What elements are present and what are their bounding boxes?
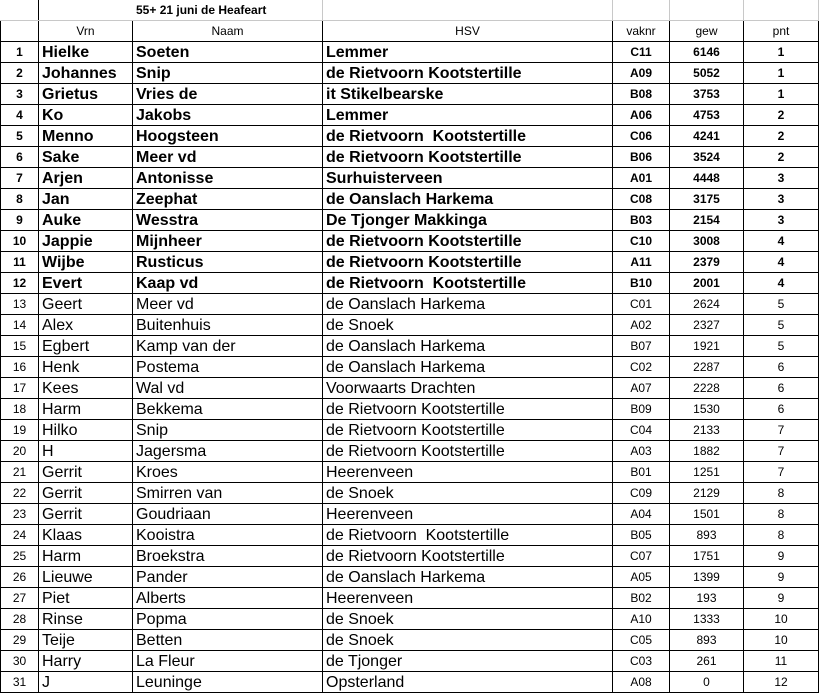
title-empty-cell [613,0,670,21]
vaknr-cell: C08 [613,189,670,210]
last-name-cell: Postema [133,357,323,378]
points-cell: 10 [744,609,819,630]
first-name-cell: Jappie [39,231,133,252]
weight-cell: 1751 [670,546,744,567]
points-cell: 8 [744,483,819,504]
points-cell: 3 [744,168,819,189]
first-name-cell: Sake [39,147,133,168]
points-cell: 1 [744,63,819,84]
vaknr-cell: C05 [613,630,670,651]
last-name-cell: Hoogsteen [133,126,323,147]
row-number: 22 [1,483,39,504]
header-pnt: pnt [744,21,819,42]
points-cell: 8 [744,504,819,525]
sheet-title: 55+ 21 juni de Heafeart [39,0,323,21]
last-name-cell: Kooistra [133,525,323,546]
table-row [1,315,819,336]
last-name-cell: La Fleur [133,651,323,672]
last-name-cell: Soeten [133,42,323,63]
last-name-cell: Goudriaan [133,504,323,525]
last-name-cell: Jakobs [133,105,323,126]
vaknr-cell: A05 [613,567,670,588]
table-row [1,399,819,420]
first-name-cell: Hilko [39,420,133,441]
club-cell: Heerenveen [323,588,613,609]
last-name-cell: Leuninge [133,672,323,693]
last-name-cell: Zeephat [133,189,323,210]
row-number: 27 [1,588,39,609]
weight-cell: 5052 [670,63,744,84]
last-name-cell: Bekkema [133,399,323,420]
row-number: 5 [1,126,39,147]
first-name-cell: Egbert [39,336,133,357]
table-row [1,420,819,441]
weight-cell: 6146 [670,42,744,63]
points-cell: 6 [744,357,819,378]
row-number: 12 [1,273,39,294]
vaknr-cell: B01 [613,462,670,483]
points-cell: 5 [744,294,819,315]
row-number: 21 [1,462,39,483]
table-row [1,105,819,126]
row-number: 26 [1,567,39,588]
first-name-cell: Wijbe [39,252,133,273]
last-name-cell: Mijnheer [133,231,323,252]
weight-cell: 2287 [670,357,744,378]
header-row [1,21,819,42]
weight-cell: 893 [670,525,744,546]
weight-cell: 2001 [670,273,744,294]
vaknr-cell: A08 [613,672,670,693]
vaknr-cell: A03 [613,441,670,462]
club-cell: Lemmer [323,42,613,63]
last-name-cell: Popma [133,609,323,630]
row-number: 14 [1,315,39,336]
table-row [1,504,819,525]
row-number: 17 [1,378,39,399]
vaknr-cell: B03 [613,210,670,231]
row-number: 18 [1,399,39,420]
vaknr-cell: B08 [613,84,670,105]
row-number: 29 [1,630,39,651]
vaknr-cell: C04 [613,420,670,441]
vaknr-cell: A02 [613,315,670,336]
table-row [1,231,819,252]
header-index-cell [1,21,39,42]
weight-cell: 261 [670,651,744,672]
row-number: 10 [1,231,39,252]
club-cell: de Oanslach Harkema [323,189,613,210]
table-row [1,126,819,147]
weight-cell: 2327 [670,315,744,336]
club-cell: de Rietvoorn Kootstertille [323,420,613,441]
title-empty-cell [323,0,613,21]
last-name-cell: Smirren van [133,483,323,504]
last-name-cell: Betten [133,630,323,651]
header-gew: gew [670,21,744,42]
points-cell: 4 [744,273,819,294]
table-row [1,651,819,672]
club-cell: de Oanslach Harkema [323,336,613,357]
club-cell: de Rietvoorn Kootstertille [323,273,613,294]
first-name-cell: Ko [39,105,133,126]
title-spacer-cell [1,0,39,21]
weight-cell: 2228 [670,378,744,399]
row-number: 13 [1,294,39,315]
vaknr-cell: A01 [613,168,670,189]
club-cell: Heerenveen [323,504,613,525]
table-row [1,630,819,651]
last-name-cell: Rusticus [133,252,323,273]
club-cell: de Rietvoorn Kootstertille [323,126,613,147]
table-row [1,567,819,588]
points-cell: 2 [744,147,819,168]
row-number: 1 [1,42,39,63]
last-name-cell: Antonisse [133,168,323,189]
club-cell: de Rietvoorn Kootstertille [323,147,613,168]
row-number: 7 [1,168,39,189]
last-name-cell: Meer vd [133,147,323,168]
table-row [1,546,819,567]
table-row [1,525,819,546]
vaknr-cell: A11 [613,252,670,273]
table-row [1,168,819,189]
weight-cell: 4753 [670,105,744,126]
last-name-cell: Wal vd [133,378,323,399]
table-row [1,441,819,462]
first-name-cell: Arjen [39,168,133,189]
points-cell: 5 [744,315,819,336]
club-cell: de Rietvoorn Kootstertille [323,441,613,462]
first-name-cell: Auke [39,210,133,231]
last-name-cell: Kaap vd [133,273,323,294]
points-cell: 12 [744,672,819,693]
vaknr-cell: B06 [613,147,670,168]
club-cell: Opsterland [323,672,613,693]
weight-cell: 2379 [670,252,744,273]
first-name-cell: Harm [39,546,133,567]
header-naam: Naam [133,21,323,42]
club-cell: Voorwaarts Drachten [323,378,613,399]
points-cell: 1 [744,42,819,63]
row-number: 6 [1,147,39,168]
table-row [1,483,819,504]
table-row [1,63,819,84]
club-cell: de Rietvoorn Kootstertille [323,546,613,567]
vaknr-cell: B05 [613,525,670,546]
last-name-cell: Jagersma [133,441,323,462]
row-number: 23 [1,504,39,525]
first-name-cell: Kees [39,378,133,399]
table-row [1,462,819,483]
first-name-cell: Piet [39,588,133,609]
weight-cell: 2154 [670,210,744,231]
table-row [1,189,819,210]
table-row [1,147,819,168]
first-name-cell: Gerrit [39,504,133,525]
vaknr-cell: C11 [613,42,670,63]
first-name-cell: Grietus [39,84,133,105]
table-row [1,252,819,273]
club-cell: it Stikelbearske [323,84,613,105]
weight-cell: 4241 [670,126,744,147]
first-name-cell: Gerrit [39,483,133,504]
title-row [1,0,819,21]
points-cell: 1 [744,84,819,105]
weight-cell: 2133 [670,420,744,441]
last-name-cell: Snip [133,420,323,441]
vaknr-cell: C09 [613,483,670,504]
club-cell: de Snoek [323,630,613,651]
table-row [1,42,819,63]
title-empty-cell [670,0,744,21]
title-empty-cell [744,0,819,21]
first-name-cell: Johannes [39,63,133,84]
last-name-cell: Vries de [133,84,323,105]
row-number: 31 [1,672,39,693]
points-cell: 3 [744,210,819,231]
vaknr-cell: B09 [613,399,670,420]
weight-cell: 1921 [670,336,744,357]
last-name-cell: Alberts [133,588,323,609]
points-cell: 11 [744,651,819,672]
row-number: 2 [1,63,39,84]
weight-cell: 0 [670,672,744,693]
row-number: 25 [1,546,39,567]
first-name-cell: J [39,672,133,693]
first-name-cell: Hielke [39,42,133,63]
points-cell: 9 [744,567,819,588]
table-row [1,336,819,357]
weight-cell: 3175 [670,189,744,210]
club-cell: de Oanslach Harkema [323,357,613,378]
club-cell: de Oanslach Harkema [323,294,613,315]
first-name-cell: Rinse [39,609,133,630]
first-name-cell: Jan [39,189,133,210]
weight-cell: 1333 [670,609,744,630]
table-row [1,609,819,630]
last-name-cell: Wesstra [133,210,323,231]
row-number: 9 [1,210,39,231]
vaknr-cell: A07 [613,378,670,399]
vaknr-cell: B10 [613,273,670,294]
weight-cell: 2129 [670,483,744,504]
points-cell: 7 [744,441,819,462]
header-vaknr: vaknr [613,21,670,42]
points-cell: 7 [744,462,819,483]
first-name-cell: Geert [39,294,133,315]
last-name-cell: Pander [133,567,323,588]
table-row [1,672,819,693]
table-row [1,588,819,609]
vaknr-cell: C07 [613,546,670,567]
first-name-cell: Henk [39,357,133,378]
row-number: 8 [1,189,39,210]
row-number: 4 [1,105,39,126]
table-row [1,357,819,378]
vaknr-cell: B07 [613,336,670,357]
points-cell: 7 [744,420,819,441]
club-cell: de Rietvoorn Kootstertille [323,252,613,273]
points-cell: 2 [744,105,819,126]
vaknr-cell: B02 [613,588,670,609]
points-cell: 9 [744,546,819,567]
points-cell: 6 [744,378,819,399]
row-number: 19 [1,420,39,441]
points-cell: 9 [744,588,819,609]
first-name-cell: Lieuwe [39,567,133,588]
row-number: 11 [1,252,39,273]
points-cell: 5 [744,336,819,357]
club-cell: Surhuisterveen [323,168,613,189]
weight-cell: 2624 [670,294,744,315]
vaknr-cell: C03 [613,651,670,672]
row-number: 16 [1,357,39,378]
last-name-cell: Kamp van der [133,336,323,357]
club-cell: de Oanslach Harkema [323,567,613,588]
row-number: 3 [1,84,39,105]
first-name-cell: Alex [39,315,133,336]
table-row [1,210,819,231]
row-number: 15 [1,336,39,357]
club-cell: De Tjonger Makkinga [323,210,613,231]
first-name-cell: Gerrit [39,462,133,483]
points-cell: 8 [744,525,819,546]
vaknr-cell: C10 [613,231,670,252]
vaknr-cell: A06 [613,105,670,126]
club-cell: de Snoek [323,483,613,504]
weight-cell: 3008 [670,231,744,252]
weight-cell: 1251 [670,462,744,483]
vaknr-cell: A09 [613,63,670,84]
last-name-cell: Broekstra [133,546,323,567]
points-cell: 3 [744,189,819,210]
vaknr-cell: C06 [613,126,670,147]
last-name-cell: Meer vd [133,294,323,315]
vaknr-cell: A04 [613,504,670,525]
points-cell: 10 [744,630,819,651]
weight-cell: 4448 [670,168,744,189]
vaknr-cell: A10 [613,609,670,630]
club-cell: de Snoek [323,609,613,630]
club-cell: de Rietvoorn Kootstertille [323,525,613,546]
header-vrn: Vrn [39,21,133,42]
club-cell: Heerenveen [323,462,613,483]
vaknr-cell: C02 [613,357,670,378]
last-name-cell: Buitenhuis [133,315,323,336]
row-number: 24 [1,525,39,546]
first-name-cell: Harry [39,651,133,672]
row-number: 30 [1,651,39,672]
points-cell: 4 [744,231,819,252]
weight-cell: 1882 [670,441,744,462]
weight-cell: 893 [670,630,744,651]
points-cell: 4 [744,252,819,273]
first-name-cell: Harm [39,399,133,420]
table-row [1,273,819,294]
club-cell: de Rietvoorn Kootstertille [323,63,613,84]
header-hsv: HSV [323,21,613,42]
weight-cell: 1399 [670,567,744,588]
weight-cell: 1530 [670,399,744,420]
weight-cell: 3753 [670,84,744,105]
weight-cell: 193 [670,588,744,609]
table-row [1,378,819,399]
first-name-cell: Evert [39,273,133,294]
first-name-cell: Klaas [39,525,133,546]
club-cell: de Rietvoorn Kootstertille [323,399,613,420]
club-cell: de Tjonger [323,651,613,672]
row-number: 20 [1,441,39,462]
club-cell: de Snoek [323,315,613,336]
club-cell: de Rietvoorn Kootstertille [323,231,613,252]
last-name-cell: Kroes [133,462,323,483]
vaknr-cell: C01 [613,294,670,315]
table-row [1,294,819,315]
table-row [1,84,819,105]
points-cell: 6 [744,399,819,420]
first-name-cell: H [39,441,133,462]
weight-cell: 1501 [670,504,744,525]
first-name-cell: Teije [39,630,133,651]
last-name-cell: Snip [133,63,323,84]
points-cell: 2 [744,126,819,147]
weight-cell: 3524 [670,147,744,168]
first-name-cell: Menno [39,126,133,147]
row-number: 28 [1,609,39,630]
club-cell: Lemmer [323,105,613,126]
